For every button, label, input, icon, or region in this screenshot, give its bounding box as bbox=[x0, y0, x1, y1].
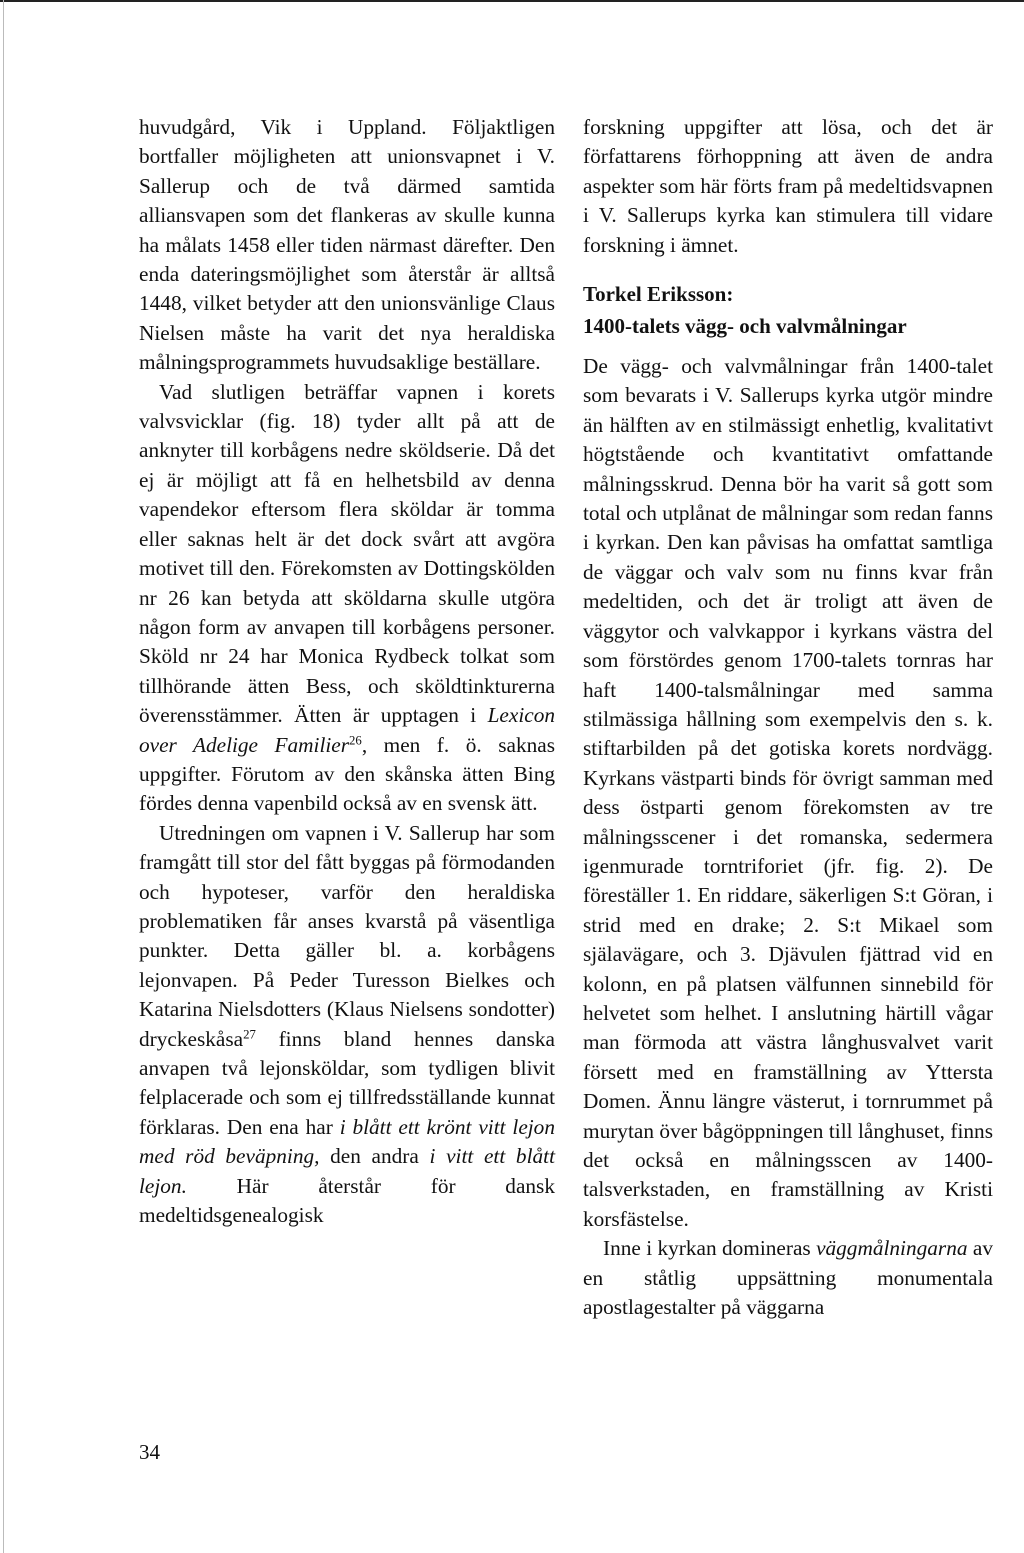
left-paragraph-3 bbox=[139, 819, 555, 1231]
left-paragraph-3-text-c: den andra bbox=[319, 1144, 430, 1169]
left-paragraph-2 bbox=[139, 378, 555, 819]
left-paragraph-1-text: huvudgård, Vik i Uppland. Följaktligen bortfaller möjligheten att unionsvapnet i V. Sallerup och de två därmed samtida alliansvapen som det flankeras av skulle kunna ha målats 1458 eller tiden närmast därefter. Den enda dateringsmöjlighet som återstår är alltså 1448, vilket betyder att den unionsvänlige Claus Nielsen måste ha varit det nya heraldiska målningsprogrammets huvudsaklige beställare. bbox=[139, 115, 555, 375]
right-paragraph-3-text-a: Inne i kyrkan domineras bbox=[603, 1236, 817, 1261]
right-paragraph-2 bbox=[583, 352, 993, 1234]
right-paragraph-3-text-b: av en ståtlig uppsättning monumentala apostlagestalter på väggarna bbox=[583, 1236, 993, 1320]
page-top-edge bbox=[0, 0, 1024, 2]
left-paragraph-2-end: , men f. ö. saknas uppgifter. Förutom av den skånska ätten Bing fördes denna vapenbild också av en svensk ätt. bbox=[139, 732, 555, 816]
left-paragraph-3-text-d: Här återstår för dansk medeltidsgenealogisk bbox=[139, 1173, 555, 1228]
section-heading bbox=[583, 278, 993, 342]
page-number: 34 bbox=[139, 1440, 160, 1464]
right-paragraph-3-italic: väggmålningarna bbox=[816, 1236, 968, 1261]
right-paragraph-3 bbox=[583, 1234, 993, 1322]
right-paragraph-1 bbox=[583, 113, 993, 260]
section-title: 1400-talets vägg- och valvmålningar bbox=[583, 314, 907, 339]
left-paragraph-3-text-a: Utredningen om vapnen i V. Sallerup har som framgått till stor del fått byggas på förmodanden och hypoteser, varför den heraldiska problematiken får anses kvarstå på väsentliga punkter. Detta gäller bl. a. korbågens lejonvapen. På Peder Turesson Bielkes och Katarina Nielsdotters (Klaus Nielsens sondotter) dryckeskåsa bbox=[139, 820, 555, 1051]
footnote-ref-27: 27 bbox=[243, 1026, 256, 1041]
section-author: Torkel Eriksson: bbox=[583, 282, 734, 307]
right-paragraph-2-text: De vägg- och valvmålningar från 1400-talet som bevarats i V. Sallerups kyrka utgör mindre än hälften av en stilmässigt enhetlig, kvalitativt högtstående och kvantitativt omfattande målningsskrud. Denna bör ha varit så gott som total och utplånat de målningar som redan fanns i kyrkan. Den kan påvisas ha omfattat samtliga de väggar och valv som nu finns kvar från medeltiden, och det är troligt att även de väggytor och valvkappor i kyrkans västra del som förstördes genom 1700-talets tornras har haft 1400-talsmålningar med samma stilmässiga hållning som exempelvis den s. k. stiftarbilden på det gotiska korets nordvägg. Kyrkans västparti binds för övrigt samman med dess östparti genom förekomsten av tre målningsscener i det romanska, sedermera igenmurade torntriforiet (jfr. fig. 2). De föreställer 1. En riddare, säkerligen S:t Göran, i strid med en drake; 2. S:t Mikael som själavägare, och 3. Djävulen fjättrad vid en kolonn, en på platsen välfunnen sinnebild för helvetet som helhet. I anslutning härtill vågar man förmoda att västra långhusvalvet varit försett med en framställning av Yttersta Domen. Ännu längre västerut, i tornrummet på murytan över bågöppningen till långhuset, finns det också en målningsscen av 1400-talsverkstaden, en framställning av Kristi korsfästelse. bbox=[583, 354, 993, 1231]
left-paragraph-3-italic-2: i vitt ett blått lejon. bbox=[139, 1144, 555, 1198]
left-paragraph-2-text: Vad slutligen beträffar vapnen i korets valvsvicklar (fig. 18) tyder allt på att de anknyter till korbågens nedre sköldserie. Då det ej är möjligt att få en helhetsbild av denna vapendekor eftersom flera sköldar är tomma eller saknas helt är det dock svårt att avgöra motivet till den. Förekomsten av Dottingskölden nr 26 kan betyda att sköldarna skulle utgöra någon form av anvapen till korbågens personer. Sköld nr 24 har Monica Rydbeck tolkat som tillhörande ätten Bess, och sköldtinkturerna överensstämmer. Ätten är upptagen i bbox=[139, 379, 555, 728]
left-column bbox=[139, 113, 555, 1230]
right-column bbox=[583, 113, 993, 1322]
left-paragraph-3-italic-1: i blått ett krönt vitt lejon med röd beväpning, bbox=[139, 1114, 555, 1169]
page-left-edge bbox=[3, 0, 4, 1553]
left-paragraph-1 bbox=[139, 113, 555, 378]
left-paragraph-3-text-b: finns bland hennes danska anvapen två lejonsköldar, som tydligen blivit felplacerade och som ej tillfredsställande kunnat förklaras. Den ena har bbox=[139, 1026, 555, 1139]
left-paragraph-2-italic: Lexicon over Adelige Familier bbox=[139, 703, 555, 757]
footnote-ref-26: 26 bbox=[349, 732, 362, 747]
right-paragraph-1-text: forskning uppgifter att lösa, och det är författarens förhoppning att även de andra aspekter som här förts fram på medeltidsvapnen i V. Sallerups kyrka kan stimulera till vidare forskning i ämnet. bbox=[583, 115, 993, 257]
